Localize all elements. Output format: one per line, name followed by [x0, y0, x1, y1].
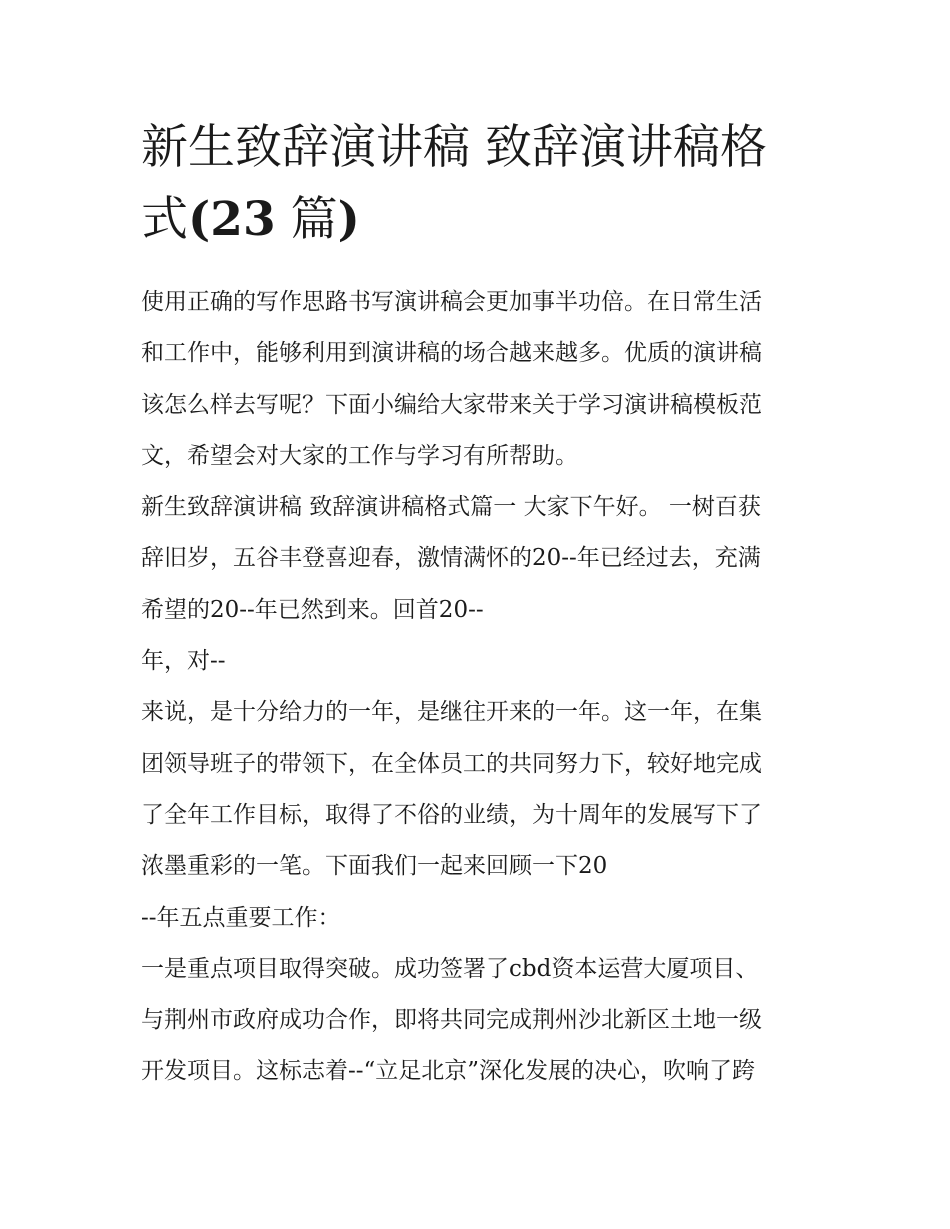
- body-line: 团领导班子的带领下，在全体员工的共同努力下，较好地完成: [141, 750, 762, 777]
- body-line: --年五点重要工作：: [141, 904, 341, 931]
- body-line: 和工作中，能够利用到演讲稿的场合越来越多。优质的演讲稿: [141, 340, 762, 367]
- body-line: 新生致辞演讲稿 致辞演讲稿格式篇一 大家下午好。 一树百获: [141, 494, 761, 521]
- document-title: [141, 112, 813, 256]
- document-body: [141, 277, 813, 1098]
- document-content: [141, 112, 813, 1098]
- body-line: 了全年工作目标，取得了不俗的业绩，为十周年的发展写下了: [141, 801, 762, 828]
- body-line: 辞旧岁，五谷丰登喜迎春，激情满怀的20--年已经过去，充满: [141, 545, 761, 572]
- title-line-1: 新生致辞演讲稿 致辞演讲稿格: [141, 120, 767, 175]
- body-line: 希望的20--年已然到来。回首20--: [141, 596, 484, 623]
- body-line: 来说，是十分给力的一年，是继往开来的一年。这一年，在集: [141, 699, 762, 726]
- body-line: 开发项目。这标志着--“立足北京”深化发展的决心，吹响了跨: [141, 1058, 756, 1085]
- body-line: 与荆州市政府成功合作，即将共同完成荆州沙北新区土地一级: [141, 1007, 762, 1034]
- title-line-2-unit: 篇: [290, 192, 338, 247]
- body-line: 一是重点项目取得突破。成功签署了cbd资本运营大厦项目、: [141, 955, 759, 982]
- title-line-2-prefix: 式: [141, 192, 188, 247]
- title-line-2-close: ): [337, 192, 360, 247]
- body-line: 浓墨重彩的一笔。下面我们一起来回顾一下20: [141, 853, 608, 880]
- body-line: 该怎么样去写呢？下面小编给大家带来关于学习演讲稿模板范: [141, 391, 762, 418]
- body-line: 年，对--: [141, 648, 226, 675]
- body-line: 使用正确的写作思路书写演讲稿会更加事半功倍。在日常生活: [141, 289, 762, 315]
- body-line: 文，希望会对大家的工作与学习有所帮助。: [141, 442, 578, 469]
- title-line-2-count: (23: [188, 192, 276, 247]
